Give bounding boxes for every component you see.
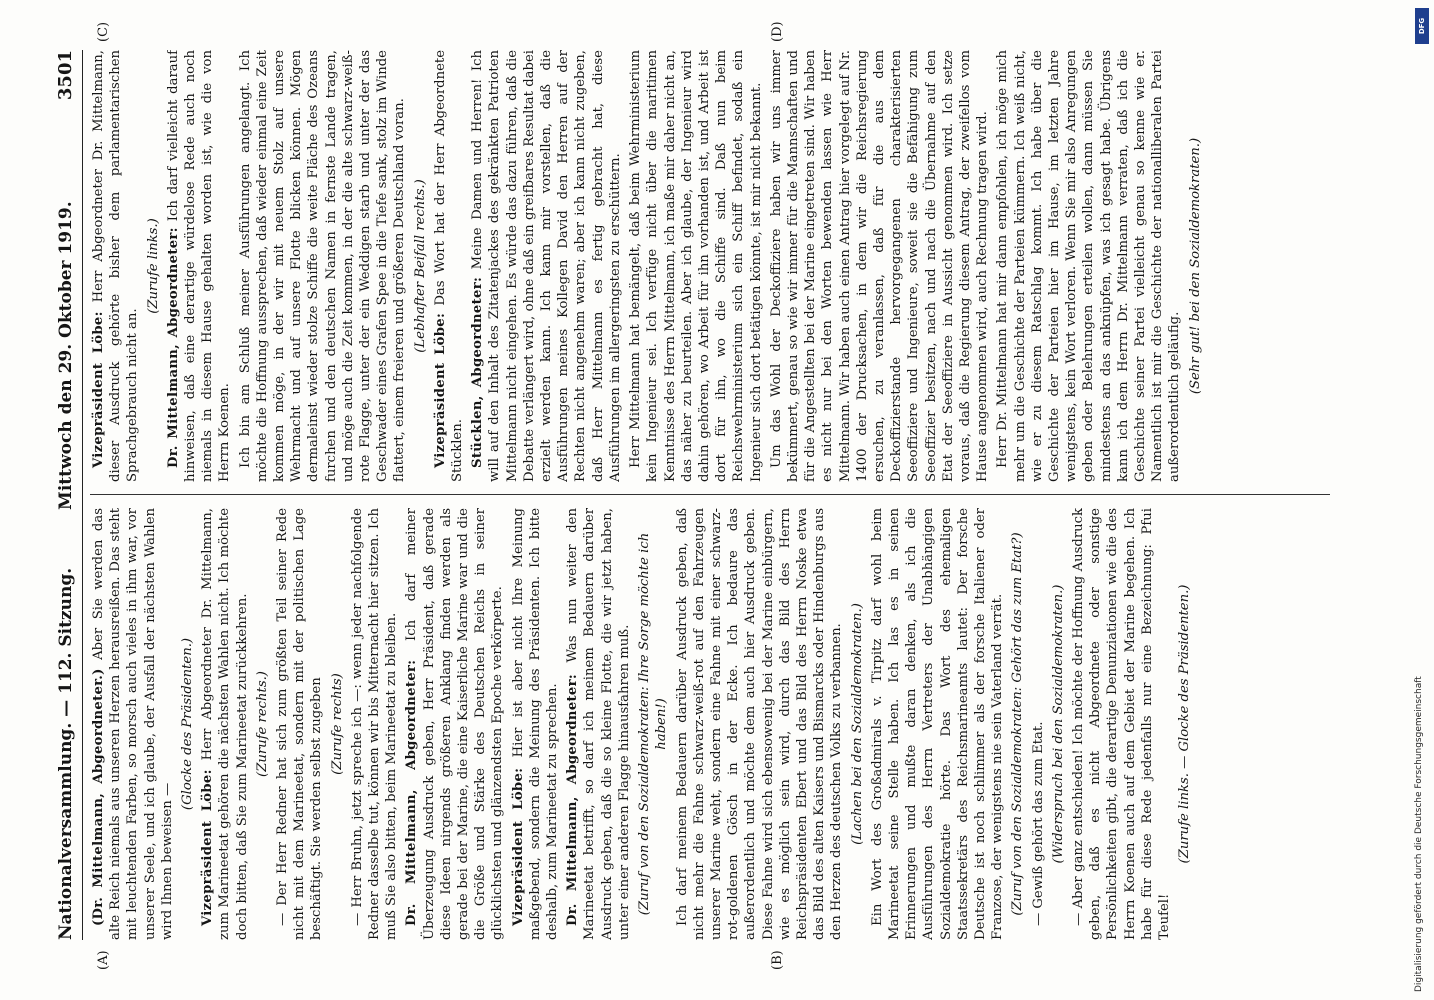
speech-paragraph: — Aber ganz entschieden! Ich möchte der Hoffnung Ausdruck geben, daß es nicht Abgeordnete oder sonstige Persönlichkeiten gibt, die derartige Denunziationen wie die des Herrn Koenen auch auf dem Gebiet der Marine begehen. Ich habe für diese Rede jedenfalls nur eine Bezeichnung: Pfui Teufel!	[1070, 508, 1172, 940]
speech-paragraph	[165, 50, 234, 482]
left-column	[90, 508, 1330, 940]
margin-marker-c: (C)	[96, 21, 111, 42]
speech-paragraph	[510, 508, 562, 940]
speech-paragraph: Ich bin am Schluß meiner Ausführungen angelangt. Ich möchte die Hoffnung aussprechen, daß wieder einmal eine Zeit kommen möge, in der wir mit neuem Stolz auf unsere Wehrmacht und auf unsere Flotte blicken können. Mögen dermaleinst wieder stolze Schiffe die weite Fläche des Ozeans furchen und den deutschen Namen in fernste Lande tragen, und möge auch die Zeit kommen, in der die alte schwarz-weiß-rote Flagge, unter der ein Weddigen starb und unter der das Geschwader eines Grafen Spee in die Tiefe sank, stolz im Winde flattert, einem freieren und größeren Deutschland voran.	[237, 50, 408, 482]
speech-paragraph: Um das Wohl der Deckoffiziere haben wir uns immer bekümmert, genau so wie wir immer für die Mannschaften und für die Angestellten bei der Marine eingetreten sind. Wir haben es nicht nur bei den Worten bewenden lassen wie Herr Mittelmann. Wir haben auch einen Antrag hier vorgelegt auf Nr. 1400 der Drucksachen, in dem wir die Reichsregierung ersuchen, zu veranlassen, daß für die aus dem Deckoffizierstande hervorgegangenen charakterisierten Seeoffiziere und Ingenieure, soweit sie die Befähigung zum Seeoffizier besitzen, nach und nach die Übernahme auf den Etat der Seeoffiziere in Aussicht genommen wird. Ich setze voraus, daß die Regierung diesem Antrag, der zweifellos vom Hause angenommen wird, auch Rechnung tragen wird.	[768, 50, 991, 482]
speech-text: Ich darf vielleicht darauf hinweisen, daß eine derartige würdelose Rede auch noch niemals in diesem Hause gehalten worden ist, wie die von Herrn Koenen.	[165, 50, 233, 482]
dfg-stamp	[1412, 8, 1432, 992]
speech-paragraph	[199, 508, 251, 940]
speech-paragraph	[90, 50, 142, 482]
speaker-name: Dr. Mittelmann, Abgeordneter:	[404, 659, 420, 926]
speech-text: Hier ist aber nicht Ihre Meinung maßgebend, sondern die Meinung des Präsidenten. Ich bitte deshalb, zum Marineetat zu sprechen.	[510, 508, 561, 940]
speech-text: Das Wort hat der Herr Abgeordnete Stücklen.	[432, 50, 466, 482]
interjection: (Lebhafter Beifall rechts.)	[412, 179, 428, 353]
interjection: (Zuruf von den Sozialdemokraten: Ihre Sorge möchte ich haben!)	[637, 532, 670, 916]
speech-text: Was nun weiter den Marineetat betrifft, so darf ich meinem Bedauern darüber Ausdruck geben, daß die so kleine Flotte, die wir jetzt haben, unter einer anderen Flagge hinausfahren muß.	[565, 508, 632, 940]
speech-paragraph	[90, 508, 176, 940]
speech-paragraph: Herr Dr. Mittelmann hat mir dann empfohlen, ich möge mich mehr um die Geschichte der Parteien kümmern. Ich weiß nicht, wie er zu diesem Ratschlag kommt. Ich habe über die Geschichte der Parteien hier im Hause, im letzten Jahre wenigstens, kein Wort verloren. Wenn Sie mir also Anregungen geben oder Belehrungen erteilen wollen, dann müssen Sie mindestens an das anknüpfen, was ich gesagt habe. Übrigens kann ich dem Herrn Dr. Mittelmann verraten, daß ich die Geschichte seiner Partei vielleicht genau so kenne wie er. Namentlich ist mir die Geschichte der nationalliberalen Partei außerordentlich geläufig.	[995, 50, 1183, 482]
speaker-name: (Dr. Mittelmann, Abgeordneter.)	[91, 668, 106, 926]
interjection: (Sehr gut! bei den Sozialdemokraten.)	[1187, 137, 1203, 395]
speaker-name: Vizepräsident Löbe:	[200, 769, 216, 926]
interjection: (Zuruf von den Sozialdemokraten: Gehört das zum Etat?)	[1010, 532, 1026, 916]
speech-text: Ich darf meiner Überzeugung Ausdruck geben, Herr Präsident, daß gerade diese Ideen nirgends größeren Anklang finden werden als gerade bei der Marine, die eine Kaiserliche Marine war und die die Größe und Stärke des Deutschen Reichs in seiner glücklichsten und glänzendsten Epoche verkörperte.	[404, 508, 506, 940]
speaker-name: Vizepräsident Löbe:	[432, 312, 448, 468]
speech-paragraph	[469, 50, 624, 482]
speaker-name: Dr. Mittelmann, Abgeordneter:	[165, 227, 181, 468]
interjection: (Zurufe rechts.)	[254, 671, 270, 777]
interjection: (Zurufe rechts)	[329, 673, 345, 775]
speech-text: Herr Abgeordneter Dr. Mittelmann, dieser Ausdruck gehörte bisher dem parlamentarischen Sprachgebrauch nicht an.	[91, 50, 141, 482]
dfg-logo: DFG	[1415, 8, 1429, 44]
speech-paragraph: — Gewiß gehört das zum Etat.	[1030, 721, 1046, 926]
speaker-name: Stücklen, Abgeordneter:	[470, 276, 486, 468]
speaker-name: Vizepräsident Löbe:	[510, 767, 526, 926]
header-left-title: Nationalversammlung. — 112. Sitzung.	[56, 567, 76, 940]
digitization-credit: Digitalisierung gefördert durch die Deutsche Forschungsgemeinschaft	[1414, 676, 1424, 992]
header-date: Mittwoch den 29. Oktober 1919.	[56, 201, 76, 510]
speaker-name: Dr. Mittelmann, Abgeordneter:	[565, 673, 581, 926]
speech-paragraph: Ich darf meinem Bedauern darüber Ausdruck geben, daß nicht mehr die Fahne schwarz-weiß-rot auf den Fahrzeugen unserer Marine weht, sondern eine Fahne mit einer schwarz-rot-goldenen Gösch in der Ecke. Ich bedaure das außerordentlich und möchte dem auch hier Ausdruck geben. Diese Fahne wird sich ebensowenig bei der Marine einbürgern, wie es möglich sein wird, durch das Bild des Herrn Reichspräsidenten Ebert und das Bild des Herrn Noske etwa das Bild des alten Kaisers und Bismarcks oder Hindenburgs aus den Herzen des deutschen Volks zu verbannen.	[674, 508, 845, 940]
speech-paragraph	[564, 508, 633, 940]
interjection: (Zurufe links. — Glocke des Präsidenten.)	[1177, 584, 1193, 864]
speech-paragraph: Herr Mittelmann hat bemängelt, daß beim Wehrministerium kein Ingenieur sei. Ich verfüge nicht über die maritimen Kenntnisse des Herrn Mittelmann, ich maße mir daher nicht an, das näher zu beurteilen. Aber ich glaube, der Ingenieur wird dahin gehören, wo Arbeit für ihn vorhanden ist, und Arbeit ist dort für ihn, wo die Schiffe sind. Daß nun beim Reichswehrministerium sich ein Schiff befindet, sodaß ein Ingenieur sich dort betätigen könnte, ist mir nicht bekannt.	[628, 50, 764, 482]
margin-marker-d: (D)	[770, 21, 785, 42]
margin-marker-b: (B)	[770, 950, 785, 970]
speech-text: Herr Abgeordneter Dr. Mittelmann, zum Marineetat gehören die nächsten Wahlen nicht. Ich möchte doch bitten, daß Sie zum Marineetat zurückkehren.	[200, 508, 250, 940]
page-number: 3501	[55, 50, 76, 101]
interjection: (Widerspruch bei den Sozialdemokraten.)	[1050, 584, 1066, 864]
right-column	[90, 50, 1330, 482]
speech-paragraph: — Herr Bruhn, jetzt spreche ich —: wenn jeder nachfolgende Redner dasselbe tut, können wir bis Mitternacht hier sitzen. Ich muß Sie also bitten, beim Marineetat zu bleiben.	[349, 508, 400, 940]
speech-paragraph	[403, 508, 506, 940]
speaker-name: Vizepräsident Löbe:	[91, 311, 106, 468]
speech-paragraph: — Der Herr Redner hat sich zum größten Teil seiner Rede nicht mit dem Marineetat, sondern mit der politischen Lage beschäftigt. Sie werden selbst zugeben	[275, 508, 325, 940]
interjection: (Zurufe links.)	[145, 218, 161, 314]
page-header	[12, 50, 83, 940]
interjection: (Lachen bei den Sozialdemokraten.)	[849, 603, 865, 845]
column-divider	[90, 494, 1330, 495]
speech-paragraph: Ein Wort des Großadmirals v. Tirpitz darf wohl beim Marineetat seine Stelle haben. Ich las es in seinen Erinnerungen und mußte daran denken, als ich die Ausführungen des Herrn Vertreters der Unabhängigen Sozialdemokratie hörte. Das Wort des ehemaligen Staatssekretärs des Reichsmarineamts lautet: Der forsche Deutsche ist noch schlimmer als der forsche Italiener oder Franzose, der wenigstens nie sein Vaterland verrät.	[869, 508, 1006, 940]
speech-text: Aber Sie werden das alte Reich niemals aus unseren Herzen herausreißen. Das steht mit leuchtenden Farben, so morsch auch vieles in ihm war, vor unserer Seele, und ich glaube, der Ausfall der nächsten Wahlen wird Ihnen beweisen —	[91, 508, 175, 940]
speech-paragraph	[432, 50, 466, 482]
interjection: (Glocke des Präsidenten.)	[180, 637, 196, 811]
margin-marker-a: (A)	[96, 950, 111, 970]
speech-text: Meine Damen und Herren! Ich will auf den Inhalt des Zitatenjackes des gekränkten Patrioten Mittelmann nicht eingehen. Es würde das dazu führen, daß die Debatte verlängert wird, ohne daß ein greifbares Resultat dabei erzielt werden kann. Ich kann mir vorstellen, daß die Ausführungen meines Kollegen David den Herren auf der Rechten nicht angenehm waren; aber ich kann nicht zugeben, daß Herr Mittelmann es fertig gebracht hat, diese Ausführungen im allergeringsten zu erschüttern.	[470, 50, 623, 482]
